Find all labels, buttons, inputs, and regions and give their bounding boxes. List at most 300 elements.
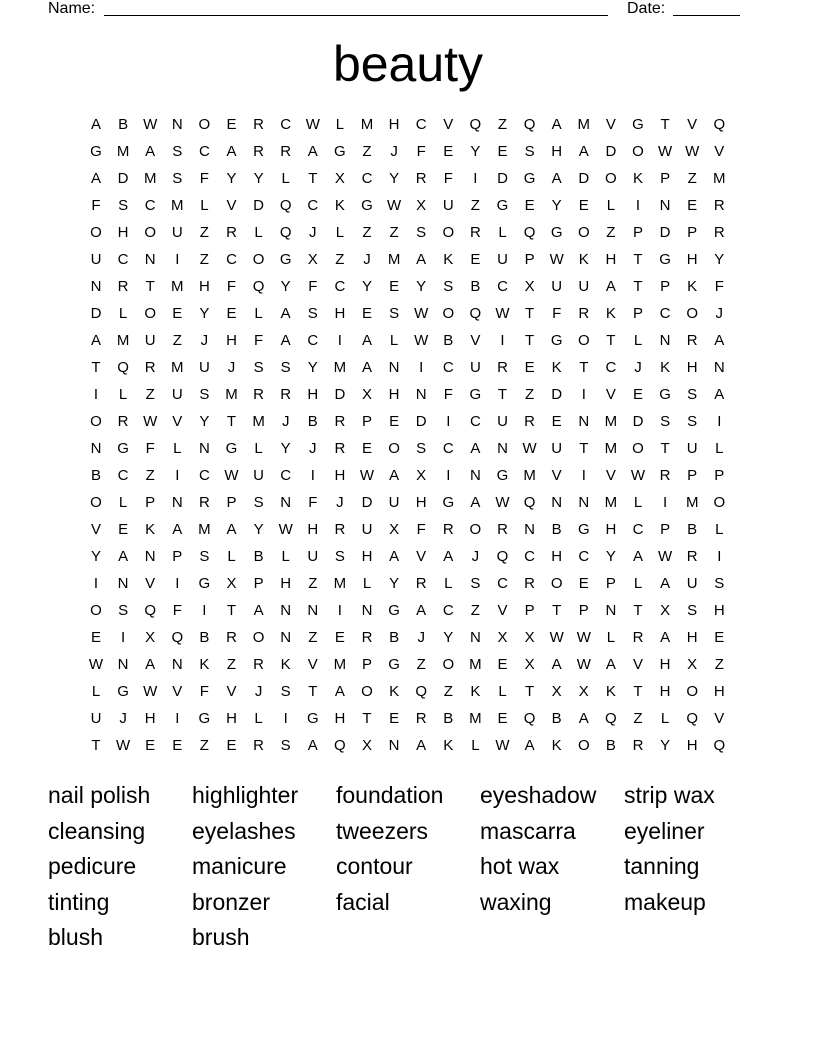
grid-letter[interactable]: I <box>337 602 342 619</box>
grid-letter[interactable]: E <box>524 359 535 376</box>
grid-letter[interactable]: S <box>443 278 454 295</box>
grid-letter[interactable]: X <box>226 575 237 592</box>
grid-letter[interactable]: D <box>659 224 671 241</box>
grid-letter[interactable]: G <box>90 143 102 160</box>
grid-letter[interactable]: H <box>388 386 400 403</box>
grid-letter[interactable]: O <box>632 143 644 160</box>
grid-letter[interactable]: Z <box>199 251 209 268</box>
grid-letter[interactable]: B <box>605 737 616 754</box>
grid-letter[interactable]: H <box>686 359 698 376</box>
grid-letter[interactable]: G <box>659 386 671 403</box>
grid-letter[interactable]: D <box>334 386 346 403</box>
grid-letter[interactable]: E <box>497 710 508 727</box>
grid-letter[interactable]: P <box>361 656 372 673</box>
grid-letter[interactable]: N <box>578 494 590 511</box>
grid-letter[interactable]: R <box>632 629 644 646</box>
grid-letter[interactable]: Z <box>226 656 237 673</box>
grid-letter[interactable]: N <box>198 440 210 457</box>
grid-letter[interactable]: T <box>633 602 643 619</box>
grid-letter[interactable]: E <box>524 197 535 214</box>
grid-letter[interactable]: Z <box>416 656 426 673</box>
grid-letter[interactable]: M <box>604 494 618 511</box>
grid-letter[interactable]: E <box>632 386 643 403</box>
grid-letter[interactable]: Z <box>362 143 372 160</box>
grid-letter[interactable]: L <box>633 575 643 592</box>
grid-letter[interactable]: O <box>90 413 102 430</box>
grid-letter[interactable]: A <box>145 656 156 673</box>
grid-letter[interactable]: A <box>280 332 291 349</box>
grid-letter[interactable]: R <box>144 359 156 376</box>
grid-letter[interactable]: V <box>90 521 101 538</box>
grid-letter[interactable]: Z <box>145 467 155 484</box>
grid-letter[interactable]: U <box>198 359 210 376</box>
grid-letter[interactable]: H <box>334 710 346 727</box>
grid-letter[interactable]: L <box>471 737 480 754</box>
grid-letter[interactable]: I <box>337 332 342 349</box>
grid-letter[interactable]: D <box>632 413 644 430</box>
grid-letter[interactable]: R <box>253 116 265 133</box>
grid-letter[interactable]: M <box>577 116 591 133</box>
grid-letter[interactable]: Z <box>470 197 480 214</box>
grid-letter[interactable]: J <box>634 359 642 376</box>
grid-letter[interactable]: E <box>90 629 101 646</box>
grid-letter[interactable]: L <box>281 548 290 565</box>
grid-letter[interactable]: Y <box>280 278 291 295</box>
grid-letter[interactable]: S <box>416 224 427 241</box>
grid-letter[interactable]: W <box>88 656 104 673</box>
grid-letter[interactable]: V <box>714 710 725 727</box>
grid-letter[interactable]: F <box>199 683 209 700</box>
grid-letter[interactable]: C <box>442 602 454 619</box>
grid-letter[interactable]: R <box>415 575 427 592</box>
grid-letter[interactable]: Y <box>307 359 318 376</box>
grid-letter[interactable]: R <box>280 386 292 403</box>
grid-letter[interactable]: C <box>117 251 129 268</box>
grid-letter[interactable]: G <box>198 575 211 592</box>
grid-letter[interactable]: P <box>605 575 616 592</box>
grid-letter[interactable]: Z <box>145 386 155 403</box>
grid-letter[interactable]: N <box>90 278 102 295</box>
grid-letter[interactable]: J <box>281 413 290 430</box>
grid-letter[interactable]: C <box>469 413 481 430</box>
grid-letter[interactable]: H <box>415 494 427 511</box>
grid-letter[interactable]: X <box>551 683 562 700</box>
grid-letter[interactable]: X <box>389 521 400 538</box>
grid-letter[interactable]: E <box>578 575 589 592</box>
grid-letter[interactable]: C <box>497 575 508 592</box>
grid-letter[interactable]: Q <box>171 629 184 646</box>
grid-letter[interactable]: I <box>419 359 424 376</box>
grid-letter[interactable]: H <box>198 278 210 295</box>
grid-letter[interactable]: Y <box>361 278 372 295</box>
grid-letter[interactable]: A <box>172 521 183 538</box>
grid-letter[interactable]: P <box>361 413 372 430</box>
grid-letter[interactable]: R <box>578 305 590 322</box>
grid-letter[interactable]: E <box>226 737 237 754</box>
grid-letter[interactable]: E <box>443 143 454 160</box>
grid-letter[interactable]: P <box>687 467 698 484</box>
grid-letter[interactable]: Z <box>335 251 345 268</box>
grid-letter[interactable]: A <box>605 278 616 295</box>
grid-letter[interactable]: F <box>145 440 155 457</box>
grid-letter[interactable]: C <box>226 251 237 268</box>
grid-letter[interactable]: E <box>497 656 508 673</box>
grid-letter[interactable]: L <box>633 332 643 349</box>
grid-letter[interactable]: T <box>145 278 155 295</box>
grid-letter[interactable]: K <box>551 359 562 376</box>
grid-letter[interactable]: I <box>175 251 180 268</box>
grid-letter[interactable]: A <box>524 737 535 754</box>
grid-letter[interactable]: Y <box>253 521 264 538</box>
grid-letter[interactable]: F <box>91 197 101 214</box>
grid-letter[interactable]: L <box>715 521 724 538</box>
grid-letter[interactable]: C <box>280 116 292 133</box>
grid-letter[interactable]: E <box>578 197 589 214</box>
grid-letter[interactable]: T <box>91 737 101 754</box>
grid-letter[interactable]: V <box>605 386 616 403</box>
grid-letter[interactable]: B <box>389 629 400 646</box>
grid-letter[interactable]: N <box>659 332 671 349</box>
grid-letter[interactable]: R <box>226 629 237 646</box>
grid-letter[interactable]: S <box>714 575 725 592</box>
grid-letter[interactable]: U <box>497 413 508 430</box>
grid-letter[interactable]: S <box>199 548 210 565</box>
grid-letter[interactable]: A <box>660 629 671 646</box>
grid-letter[interactable]: B <box>199 629 210 646</box>
grid-letter[interactable]: X <box>334 170 345 187</box>
grid-letter[interactable]: O <box>90 494 102 511</box>
grid-letter[interactable]: V <box>687 116 698 133</box>
grid-letter[interactable]: V <box>172 413 183 430</box>
grid-letter[interactable]: V <box>605 467 616 484</box>
grid-letter[interactable]: E <box>389 278 400 295</box>
grid-letter[interactable]: R <box>632 737 644 754</box>
grid-letter[interactable]: O <box>605 170 617 187</box>
grid-letter[interactable]: A <box>578 710 589 727</box>
grid-letter[interactable]: L <box>281 170 290 187</box>
grid-letter[interactable]: Q <box>279 224 292 241</box>
grid-letter[interactable]: S <box>307 305 318 322</box>
grid-letter[interactable]: M <box>171 359 184 376</box>
grid-letter[interactable]: B <box>687 521 698 538</box>
grid-letter[interactable]: X <box>361 737 372 754</box>
grid-letter[interactable]: C <box>144 197 156 214</box>
grid-letter[interactable]: A <box>118 548 129 565</box>
grid-letter[interactable]: V <box>416 548 427 565</box>
grid-letter[interactable]: Q <box>279 197 292 214</box>
grid-letter[interactable]: X <box>497 629 508 646</box>
grid-letter[interactable]: Z <box>199 737 209 754</box>
grid-letter[interactable]: D <box>90 305 102 322</box>
grid-letter[interactable]: G <box>523 170 536 187</box>
grid-letter[interactable]: M <box>225 386 238 403</box>
grid-letter[interactable]: E <box>334 629 345 646</box>
grid-letter[interactable]: A <box>226 521 237 538</box>
grid-letter[interactable]: J <box>254 683 263 700</box>
grid-letter[interactable]: R <box>686 548 698 565</box>
grid-letter[interactable]: H <box>334 305 346 322</box>
grid-letter[interactable]: F <box>308 494 318 511</box>
grid-letter[interactable]: L <box>335 224 345 241</box>
grid-letter[interactable]: Q <box>252 278 265 295</box>
grid-letter[interactable]: G <box>496 467 509 484</box>
grid-letter[interactable]: R <box>659 467 671 484</box>
grid-letter[interactable]: Z <box>606 224 616 241</box>
grid-letter[interactable]: C <box>117 467 129 484</box>
grid-letter[interactable]: I <box>581 386 586 403</box>
grid-letter[interactable]: V <box>226 683 237 700</box>
grid-letter[interactable]: V <box>226 197 237 214</box>
grid-letter[interactable]: U <box>469 359 481 376</box>
grid-letter[interactable]: C <box>307 197 319 214</box>
grid-letter[interactable]: C <box>415 116 427 133</box>
grid-letter[interactable]: K <box>605 683 616 700</box>
grid-letter[interactable]: H <box>144 710 156 727</box>
grid-letter[interactable]: W <box>495 494 510 511</box>
grid-letter[interactable]: U <box>497 251 508 268</box>
grid-letter[interactable]: I <box>581 467 586 484</box>
grid-letter[interactable]: H <box>334 467 346 484</box>
grid-letter[interactable]: Y <box>389 575 400 592</box>
grid-letter[interactable]: T <box>525 332 535 349</box>
grid-letter[interactable]: A <box>280 305 291 322</box>
grid-letter[interactable]: C <box>334 278 346 295</box>
grid-letter[interactable]: U <box>578 278 590 295</box>
grid-letter[interactable]: B <box>118 116 129 133</box>
grid-letter[interactable]: C <box>497 278 508 295</box>
grid-letter[interactable]: S <box>524 143 535 160</box>
grid-letter[interactable]: F <box>416 143 426 160</box>
grid-letter[interactable]: G <box>577 521 590 538</box>
grid-letter[interactable]: H <box>713 602 725 619</box>
grid-letter[interactable]: N <box>388 359 400 376</box>
grid-letter[interactable]: R <box>117 278 129 295</box>
grid-letter[interactable]: J <box>227 359 236 376</box>
grid-letter[interactable]: H <box>361 548 373 565</box>
grid-letter[interactable]: C <box>198 467 210 484</box>
grid-letter[interactable]: W <box>549 251 564 268</box>
grid-letter[interactable]: O <box>469 521 482 538</box>
grid-letter[interactable]: P <box>524 251 535 268</box>
grid-letter[interactable]: V <box>551 467 562 484</box>
grid-letter[interactable]: N <box>605 602 617 619</box>
grid-letter[interactable]: E <box>145 737 156 754</box>
grid-letter[interactable]: O <box>90 602 102 619</box>
grid-letter[interactable]: P <box>172 548 183 565</box>
grid-letter[interactable]: R <box>334 521 346 538</box>
grid-letter[interactable]: Y <box>253 170 264 187</box>
grid-letter[interactable]: D <box>497 170 508 187</box>
grid-letter[interactable]: N <box>171 116 183 133</box>
grid-letter[interactable]: A <box>307 143 318 160</box>
grid-letter[interactable]: Y <box>551 197 562 214</box>
grid-letter[interactable]: H <box>686 629 698 646</box>
grid-letter[interactable]: V <box>172 683 183 700</box>
grid-letter[interactable]: T <box>308 170 318 187</box>
grid-letter[interactable]: W <box>414 305 429 322</box>
grid-letter[interactable]: A <box>605 656 616 673</box>
grid-letter[interactable]: T <box>552 602 562 619</box>
grid-letter[interactable]: A <box>226 143 237 160</box>
grid-letter[interactable]: J <box>471 548 480 565</box>
grid-letter[interactable]: H <box>605 251 617 268</box>
grid-letter[interactable]: C <box>280 467 292 484</box>
grid-letter[interactable]: B <box>443 710 454 727</box>
grid-letter[interactable]: O <box>442 656 455 673</box>
grid-letter[interactable]: W <box>116 737 131 754</box>
grid-letter[interactable]: S <box>389 305 400 322</box>
grid-letter[interactable]: M <box>333 656 347 673</box>
grid-letter[interactable]: W <box>278 521 293 538</box>
grid-letter[interactable]: C <box>605 359 617 376</box>
grid-letter[interactable]: G <box>306 710 319 727</box>
grid-letter[interactable]: M <box>713 170 726 187</box>
grid-letter[interactable]: N <box>469 467 481 484</box>
grid-letter[interactable]: Y <box>714 251 725 268</box>
grid-letter[interactable]: Q <box>605 710 617 727</box>
grid-letter[interactable]: D <box>578 170 590 187</box>
grid-letter[interactable]: L <box>498 683 507 700</box>
grid-letter[interactable]: E <box>361 440 372 457</box>
grid-letter[interactable]: L <box>498 224 507 241</box>
grid-letter[interactable]: W <box>576 656 591 673</box>
grid-letter[interactable]: H <box>551 143 563 160</box>
grid-letter[interactable]: J <box>417 629 425 646</box>
grid-letter[interactable]: N <box>307 602 319 619</box>
grid-letter[interactable]: A <box>470 440 481 457</box>
grid-letter[interactable]: A <box>307 737 318 754</box>
grid-letter[interactable]: U <box>90 710 102 727</box>
grid-letter[interactable]: L <box>715 440 724 457</box>
grid-letter[interactable]: U <box>144 332 156 349</box>
grid-letter[interactable]: F <box>308 278 318 295</box>
grid-letter[interactable]: Z <box>308 575 318 592</box>
grid-letter[interactable]: I <box>121 629 126 646</box>
grid-letter[interactable]: E <box>118 521 129 538</box>
grid-letter[interactable]: O <box>198 116 211 133</box>
grid-letter[interactable]: E <box>172 737 183 754</box>
grid-letter[interactable]: R <box>280 143 292 160</box>
grid-letter[interactable]: K <box>443 251 454 268</box>
grid-letter[interactable]: T <box>226 602 237 619</box>
grid-letter[interactable]: L <box>444 575 453 592</box>
grid-letter[interactable]: L <box>389 332 399 349</box>
grid-letter[interactable]: N <box>117 656 129 673</box>
grid-letter[interactable]: L <box>254 710 263 727</box>
grid-letter[interactable]: L <box>254 224 263 241</box>
grid-letter[interactable]: W <box>685 143 700 160</box>
grid-letter[interactable]: K <box>605 305 616 322</box>
grid-letter[interactable]: V <box>145 575 156 592</box>
grid-letter[interactable]: P <box>253 575 264 592</box>
grid-letter[interactable]: A <box>253 602 264 619</box>
grid-letter[interactable]: B <box>551 710 562 727</box>
grid-letter[interactable]: V <box>632 656 643 673</box>
grid-letter[interactable]: Q <box>523 710 536 727</box>
grid-letter[interactable]: Z <box>633 710 643 727</box>
grid-letter[interactable]: U <box>686 440 698 457</box>
grid-letter[interactable]: F <box>443 386 453 403</box>
grid-letter[interactable]: M <box>360 116 374 133</box>
grid-letter[interactable]: N <box>280 629 292 646</box>
grid-letter[interactable]: U <box>442 197 454 214</box>
grid-letter[interactable]: F <box>226 278 237 295</box>
grid-letter[interactable]: W <box>658 143 673 160</box>
grid-letter[interactable]: U <box>307 548 319 565</box>
grid-letter[interactable]: M <box>116 143 130 160</box>
grid-letter[interactable]: G <box>659 251 671 268</box>
grid-letter[interactable]: J <box>200 332 209 349</box>
grid-letter[interactable]: W <box>143 413 158 430</box>
name-blank-line[interactable] <box>104 0 608 16</box>
grid-letter[interactable]: M <box>333 359 347 376</box>
grid-letter[interactable]: O <box>388 440 400 457</box>
grid-letter[interactable]: C <box>632 521 644 538</box>
grid-letter[interactable]: S <box>687 413 698 430</box>
grid-letter[interactable]: V <box>307 656 318 673</box>
grid-letter[interactable]: P <box>660 170 671 187</box>
grid-letter[interactable]: N <box>280 602 292 619</box>
grid-letter[interactable]: T <box>633 278 643 295</box>
grid-letter[interactable]: P <box>226 494 237 511</box>
grid-letter[interactable]: M <box>604 440 618 457</box>
grid-letter[interactable]: L <box>335 116 345 133</box>
grid-letter[interactable]: T <box>362 710 372 727</box>
grid-letter[interactable]: F <box>199 170 209 187</box>
grid-letter[interactable]: X <box>524 278 535 295</box>
grid-letter[interactable]: R <box>117 413 129 430</box>
grid-letter[interactable]: F <box>254 332 264 349</box>
grid-letter[interactable]: G <box>279 251 292 268</box>
grid-letter[interactable]: C <box>361 170 373 187</box>
grid-letter[interactable]: D <box>253 197 265 214</box>
grid-letter[interactable]: U <box>388 494 400 511</box>
grid-letter[interactable]: I <box>175 710 180 727</box>
grid-letter[interactable]: T <box>606 332 616 349</box>
grid-letter[interactable]: I <box>635 197 641 214</box>
grid-letter[interactable]: N <box>551 494 563 511</box>
grid-letter[interactable]: J <box>715 305 724 322</box>
grid-letter[interactable]: L <box>227 548 236 565</box>
grid-letter[interactable]: S <box>280 359 291 376</box>
grid-letter[interactable]: K <box>199 656 210 673</box>
grid-letter[interactable]: R <box>524 575 536 592</box>
grid-letter[interactable]: Z <box>470 602 480 619</box>
grid-letter[interactable]: M <box>469 710 482 727</box>
grid-letter[interactable]: L <box>606 629 616 646</box>
grid-letter[interactable]: W <box>495 305 510 322</box>
grid-letter[interactable]: S <box>334 548 345 565</box>
grid-letter[interactable]: Q <box>334 737 346 754</box>
grid-letter[interactable]: M <box>171 278 184 295</box>
grid-letter[interactable]: C <box>198 143 210 160</box>
grid-letter[interactable]: I <box>93 386 99 403</box>
grid-letter[interactable]: L <box>633 494 643 511</box>
grid-letter[interactable]: F <box>443 170 453 187</box>
grid-letter[interactable]: Y <box>660 737 671 754</box>
grid-letter[interactable]: Q <box>523 116 536 133</box>
grid-letter[interactable]: J <box>336 494 344 511</box>
grid-letter[interactable]: G <box>388 602 400 619</box>
grid-letter[interactable]: P <box>660 278 671 295</box>
grid-letter[interactable]: L <box>254 440 263 457</box>
grid-letter[interactable]: J <box>390 143 398 160</box>
grid-letter[interactable]: Z <box>362 224 372 241</box>
grid-letter[interactable]: Y <box>416 278 427 295</box>
grid-letter[interactable]: A <box>361 332 372 349</box>
grid-letter[interactable]: K <box>145 521 156 538</box>
grid-letter[interactable]: S <box>172 170 183 187</box>
